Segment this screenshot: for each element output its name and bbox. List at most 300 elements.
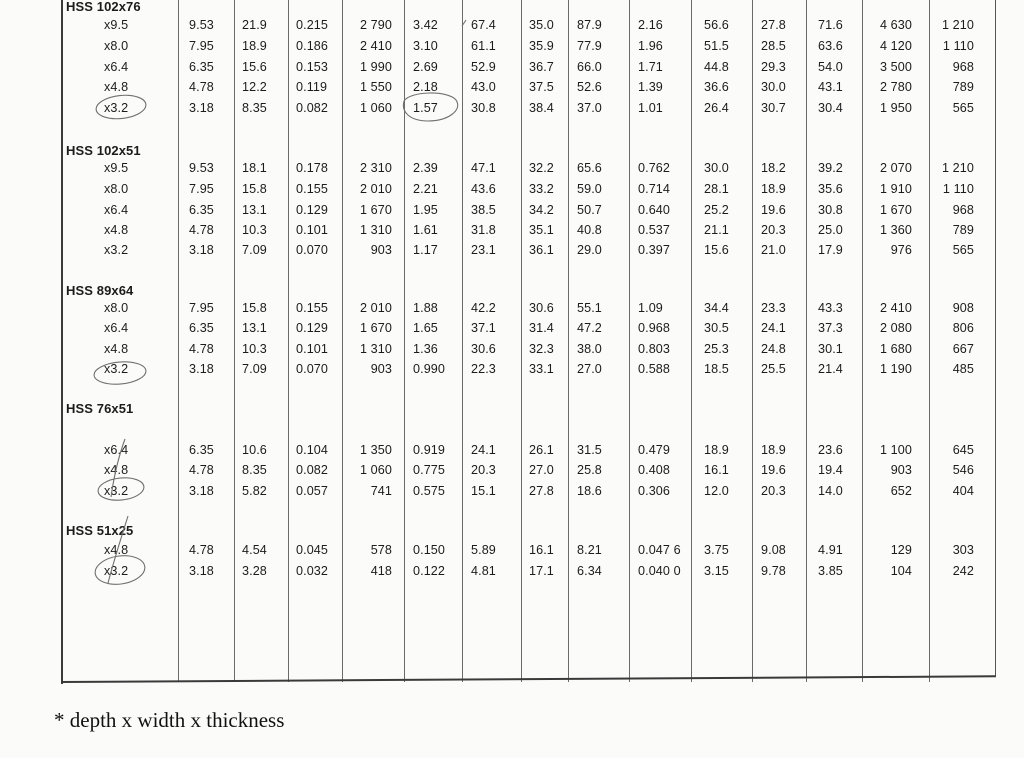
table-cell: 546 (952, 463, 974, 477)
table-cell: 13.1 (242, 321, 267, 335)
table-cell: 1 680 (879, 342, 912, 356)
table-cell: 18.5 (704, 362, 729, 376)
table-cell: 3.18 (189, 564, 214, 578)
column-rule (404, 0, 405, 682)
column-rule (568, 0, 569, 682)
row-label: x3.2 (104, 101, 129, 115)
table-cell: 28.5 (761, 39, 786, 53)
table-cell: 1.61 (413, 223, 438, 237)
table-cell: 418 (370, 564, 392, 578)
table-cell: 0.047 6 (638, 543, 681, 557)
table-cell: 1.01 (638, 101, 663, 115)
table-cell: 33.1 (529, 362, 554, 376)
group-heading: HSS 102x51 (66, 143, 141, 158)
table-cell: 0.178 (296, 161, 329, 175)
table-cell: 35.1 (529, 223, 554, 237)
table-cell: 0.762 (638, 161, 671, 175)
table-cell: 0.070 (296, 362, 329, 376)
table-cell: 13.1 (242, 203, 267, 217)
table-cell: 37.1 (471, 321, 496, 335)
table-cell: 16.1 (529, 543, 554, 557)
table-cell: 303 (952, 543, 974, 557)
table-cell: 47.1 (471, 161, 496, 175)
table-cell: 38.5 (471, 203, 496, 217)
table-cell: 6.35 (189, 203, 214, 217)
table-cell: 19.6 (761, 203, 786, 217)
table-cell: 1 670 (879, 203, 912, 217)
group-heading: HSS 102x76 (66, 0, 141, 14)
table-cell: 43.6 (471, 182, 496, 196)
table-cell: 1 670 (359, 203, 392, 217)
table-cell: 5.82 (242, 484, 267, 498)
table-cell: 15.1 (471, 484, 496, 498)
table-cell: 2.69 (413, 60, 438, 74)
table-cell: 33.2 (529, 182, 554, 196)
table-cell: 0.588 (638, 362, 671, 376)
table-cell: 21.0 (761, 243, 786, 257)
table-cell: 1 360 (879, 223, 912, 237)
table-cell: 0.082 (296, 101, 329, 115)
table-cell: 789 (952, 223, 974, 237)
table-cell: 47.2 (577, 321, 602, 335)
table-cell: 741 (370, 484, 392, 498)
table-cell: 43.1 (818, 80, 843, 94)
table-cell: 37.5 (529, 80, 554, 94)
table-cell: 1 350 (359, 443, 392, 457)
table-cell: 0.070 (296, 243, 329, 257)
table-cell: 903 (370, 243, 392, 257)
table-cell: 903 (370, 362, 392, 376)
table-cell: 1 310 (359, 223, 392, 237)
table-cell: 2 080 (879, 321, 912, 335)
table-cell: 24.8 (761, 342, 786, 356)
table-cell: 27.8 (529, 484, 554, 498)
table-cell: 485 (952, 362, 974, 376)
table-cell: 565 (952, 101, 974, 115)
table-cell: 32.2 (529, 161, 554, 175)
table-cell: 4.91 (818, 543, 843, 557)
table-cell: 4.78 (189, 223, 214, 237)
table-cell: 0.215 (296, 18, 329, 32)
table-cell: 0.990 (413, 362, 446, 376)
table-cell: 3.42 (413, 18, 438, 32)
table-cell: 4.78 (189, 342, 214, 356)
table-cell: 35.9 (529, 39, 554, 53)
table-cell: 30.0 (704, 161, 729, 175)
table-cell: 12.0 (704, 484, 729, 498)
table-cell: 242 (952, 564, 974, 578)
table-cell: 0.306 (638, 484, 671, 498)
column-rule (806, 0, 807, 682)
table-cell: 21.9 (242, 18, 267, 32)
table-cell: 25.5 (761, 362, 786, 376)
table-cell: 7.95 (189, 39, 214, 53)
table-cell: 3.18 (189, 101, 214, 115)
table-cell: 61.1 (471, 39, 496, 53)
table-cell: 23.1 (471, 243, 496, 257)
table-cell: 7.09 (242, 243, 267, 257)
table-cell: 2 790 (359, 18, 392, 32)
table-cell: 2 780 (879, 80, 912, 94)
table-cell: 1.65 (413, 321, 438, 335)
table-cell: 1.88 (413, 301, 438, 315)
table-cell: 19.6 (761, 463, 786, 477)
table-cell: 22.3 (471, 362, 496, 376)
group-heading: HSS 89x64 (66, 283, 134, 298)
table-cell: 18.2 (761, 161, 786, 175)
table-cell: 968 (952, 60, 974, 74)
table-cell: 5.89 (471, 543, 496, 557)
row-label: x8.0 (104, 39, 129, 53)
row-label: x6.4 (104, 203, 129, 217)
table-cell: 968 (952, 203, 974, 217)
table-cell: 18.6 (577, 484, 602, 498)
table-cell: 2.18 (413, 80, 438, 94)
table-border-left (61, 0, 63, 684)
table-cell: 24.1 (761, 321, 786, 335)
table-cell: 17.1 (529, 564, 554, 578)
table-cell: 27.8 (761, 18, 786, 32)
table-cell: 0.408 (638, 463, 671, 477)
table-cell: 25.0 (818, 223, 843, 237)
table-border-bottom (61, 675, 996, 682)
table-cell: 30.6 (529, 301, 554, 315)
table-cell: 0.537 (638, 223, 671, 237)
table-cell: 9.78 (761, 564, 786, 578)
table-cell: 10.3 (242, 223, 267, 237)
table-cell: 26.1 (529, 443, 554, 457)
table-cell: 2 410 (879, 301, 912, 315)
table-cell: 3.75 (704, 543, 729, 557)
column-rule (691, 0, 692, 682)
table-cell: 65.6 (577, 161, 602, 175)
table-cell: 652 (890, 484, 912, 498)
table-cell: 59.0 (577, 182, 602, 196)
table-cell: 17.9 (818, 243, 843, 257)
table-cell: 35.6 (818, 182, 843, 196)
table-cell: 20.3 (761, 223, 786, 237)
table-cell: 0.479 (638, 443, 671, 457)
table-cell: 71.6 (818, 18, 843, 32)
table-cell: 1 210 (941, 18, 974, 32)
table-cell: 1 950 (879, 101, 912, 115)
table-cell: 1 990 (359, 60, 392, 74)
table-cell: 43.3 (818, 301, 843, 315)
table-cell: 63.6 (818, 39, 843, 53)
table-cell: 0.122 (413, 564, 446, 578)
table-cell: 1 060 (359, 101, 392, 115)
table-cell: 34.2 (529, 203, 554, 217)
table-cell: 4 630 (879, 18, 912, 32)
row-label: x4.8 (104, 463, 129, 477)
table-cell: 8.21 (577, 543, 602, 557)
table-cell: 1 060 (359, 463, 392, 477)
table-cell: 67.4 (471, 18, 496, 32)
table-cell: 50.7 (577, 203, 602, 217)
table-cell: 23.3 (761, 301, 786, 315)
table-cell: 1 550 (359, 80, 392, 94)
table-cell: 0.040 0 (638, 564, 681, 578)
table-cell: 2.21 (413, 182, 438, 196)
table-cell: 903 (890, 463, 912, 477)
column-rule (342, 0, 343, 682)
table-cell: 0.104 (296, 443, 329, 457)
table-cell: 10.3 (242, 342, 267, 356)
table-cell: 0.032 (296, 564, 329, 578)
table-cell: 52.9 (471, 60, 496, 74)
table-cell: 18.1 (242, 161, 267, 175)
row-label: x8.0 (104, 301, 129, 315)
table-cell: 0.714 (638, 182, 671, 196)
table-cell: 32.3 (529, 342, 554, 356)
table-cell: 10.6 (242, 443, 267, 457)
table-cell: 0.101 (296, 342, 329, 356)
table-cell: 30.5 (704, 321, 729, 335)
table-cell: 1 670 (359, 321, 392, 335)
column-rule (288, 0, 289, 682)
table-cell: 2 410 (359, 39, 392, 53)
row-label: x6.4 (104, 60, 129, 74)
table-cell: 36.1 (529, 243, 554, 257)
column-rule (995, 0, 996, 676)
table-cell: 1.17 (413, 243, 438, 257)
table-cell: 30.1 (818, 342, 843, 356)
row-label: x3.2 (104, 362, 129, 376)
table-cell: 8.35 (242, 463, 267, 477)
table-cell: 1 910 (879, 182, 912, 196)
table-cell: 4.78 (189, 463, 214, 477)
column-rule (929, 0, 930, 682)
table-cell: 38.4 (529, 101, 554, 115)
table-cell: 0.150 (413, 543, 446, 557)
table-cell: 66.0 (577, 60, 602, 74)
table-cell: 0.803 (638, 342, 671, 356)
table-cell: 40.8 (577, 223, 602, 237)
table-cell: 0.919 (413, 443, 446, 457)
table-cell: 0.575 (413, 484, 446, 498)
row-label: x3.2 (104, 243, 129, 257)
table-cell: 0.155 (296, 301, 329, 315)
table-cell: 1 100 (879, 443, 912, 457)
table-cell: 1.57 (413, 101, 438, 115)
table-cell: 15.6 (704, 243, 729, 257)
table-cell: 1 210 (941, 161, 974, 175)
table-cell: 645 (952, 443, 974, 457)
row-label: x8.0 (104, 182, 129, 196)
table-cell: 30.8 (818, 203, 843, 217)
table-cell: 908 (952, 301, 974, 315)
table-cell: 0.155 (296, 182, 329, 196)
table-cell: 19.4 (818, 463, 843, 477)
table-cell: 3.18 (189, 362, 214, 376)
table-cell: 30.0 (761, 80, 786, 94)
table-cell: 31.4 (529, 321, 554, 335)
table-cell: 1.96 (638, 39, 663, 53)
table-cell: 3.85 (818, 564, 843, 578)
table-cell: 9.53 (189, 161, 214, 175)
table-cell: 0.101 (296, 223, 329, 237)
row-label: x4.8 (104, 223, 129, 237)
column-rule (752, 0, 753, 682)
table-cell: 578 (370, 543, 392, 557)
column-rule (178, 0, 179, 682)
table-cell: 34.4 (704, 301, 729, 315)
row-label: x4.8 (104, 342, 129, 356)
table-cell: 0.640 (638, 203, 671, 217)
table-cell: 3.10 (413, 39, 438, 53)
table-cell: 0.186 (296, 39, 329, 53)
table-cell: 6.35 (189, 321, 214, 335)
table-cell: 3.28 (242, 564, 267, 578)
footnote: * depth x width x thickness (54, 708, 285, 732)
table-cell: 0.968 (638, 321, 671, 335)
table-cell: 30.4 (818, 101, 843, 115)
table-cell: 2.39 (413, 161, 438, 175)
table-cell: 29.3 (761, 60, 786, 74)
table-cell: 26.4 (704, 101, 729, 115)
table-cell: 30.7 (761, 101, 786, 115)
table-cell: 18.9 (761, 182, 786, 196)
table-cell: 104 (890, 564, 912, 578)
row-label: x9.5 (104, 161, 129, 175)
table-cell: 23.6 (818, 443, 843, 457)
table-cell: 18.9 (242, 39, 267, 53)
row-label: x4.8 (104, 543, 129, 557)
table-cell: 39.2 (818, 161, 843, 175)
row-label: x3.2 (104, 484, 129, 498)
table-cell: 1 310 (359, 342, 392, 356)
table-cell: 21.4 (818, 362, 843, 376)
table-cell: 667 (952, 342, 974, 356)
table-cell: 0.397 (638, 243, 671, 257)
table-cell: 43.0 (471, 80, 496, 94)
row-label: x6.4 (104, 443, 129, 457)
table-cell: 87.9 (577, 18, 602, 32)
table-cell: 18.9 (761, 443, 786, 457)
table-cell: 0.129 (296, 321, 329, 335)
table-cell: 27.0 (577, 362, 602, 376)
table-cell: 4.78 (189, 80, 214, 94)
table-cell: 0.045 (296, 543, 329, 557)
table-cell: 20.3 (471, 463, 496, 477)
table-cell: 806 (952, 321, 974, 335)
table-cell: 4 120 (879, 39, 912, 53)
table-cell: 1.95 (413, 203, 438, 217)
table-cell: 25.2 (704, 203, 729, 217)
table-cell: 0.129 (296, 203, 329, 217)
table-cell: 38.0 (577, 342, 602, 356)
table-cell: 12.2 (242, 80, 267, 94)
table-cell: 6.35 (189, 60, 214, 74)
table-cell: 1 110 (942, 182, 974, 196)
table-cell: 4.78 (189, 543, 214, 557)
table-cell: 27.0 (529, 463, 554, 477)
table-cell: 3.15 (704, 564, 729, 578)
table-cell: 21.1 (704, 223, 729, 237)
table-cell: 8.35 (242, 101, 267, 115)
table-cell: 7.95 (189, 301, 214, 315)
table-cell: 15.6 (242, 60, 267, 74)
table-cell: 4.81 (471, 564, 496, 578)
table-cell: 20.3 (761, 484, 786, 498)
table-cell: 29.0 (577, 243, 602, 257)
table-cell: 4.54 (242, 543, 267, 557)
table-cell: 37.3 (818, 321, 843, 335)
table-cell: 789 (952, 80, 974, 94)
table-cell: 129 (890, 543, 912, 557)
table-cell: 1.71 (638, 60, 663, 74)
table-cell: 37.0 (577, 101, 602, 115)
group-heading: HSS 76x51 (66, 401, 134, 416)
table-cell: 1 110 (942, 39, 974, 53)
table-cell: 24.1 (471, 443, 496, 457)
table-cell: 56.6 (704, 18, 729, 32)
table-cell: 25.8 (577, 463, 602, 477)
table-cell: 28.1 (704, 182, 729, 196)
table-cell: 6.35 (189, 443, 214, 457)
table-cell: 404 (952, 484, 974, 498)
table-cell: 0.153 (296, 60, 329, 74)
table-cell: 2 070 (879, 161, 912, 175)
table-cell: 1 190 (879, 362, 912, 376)
table-cell: 565 (952, 243, 974, 257)
table-cell: 1.36 (413, 342, 438, 356)
table-cell: 44.8 (704, 60, 729, 74)
table-cell: 2 010 (359, 182, 392, 196)
table-cell: 16.1 (704, 463, 729, 477)
table-cell: 0.057 (296, 484, 329, 498)
table-cell: 9.53 (189, 18, 214, 32)
table-cell: 31.8 (471, 223, 496, 237)
table-cell: 7.95 (189, 182, 214, 196)
table-cell: 30.8 (471, 101, 496, 115)
table-cell: 52.6 (577, 80, 602, 94)
column-rule (521, 0, 522, 682)
group-heading: HSS 51x25 (66, 523, 134, 538)
table-cell: 7.09 (242, 362, 267, 376)
table-cell: 77.9 (577, 39, 602, 53)
table-cell: 15.8 (242, 301, 267, 315)
table-cell: 30.6 (471, 342, 496, 356)
table-cell: 55.1 (577, 301, 602, 315)
row-label: x3.2 (104, 564, 129, 578)
table-cell: 6.34 (577, 564, 602, 578)
table-cell: 18.9 (704, 443, 729, 457)
table-cell: 31.5 (577, 443, 602, 457)
column-rule (234, 0, 235, 682)
table-cell: 3.18 (189, 243, 214, 257)
column-rule (629, 0, 630, 682)
table-cell: 976 (890, 243, 912, 257)
table-cell: 36.6 (704, 80, 729, 94)
table-cell: 35.0 (529, 18, 554, 32)
table-cell: 51.5 (704, 39, 729, 53)
table-cell: 0.082 (296, 463, 329, 477)
table-cell: 2 310 (359, 161, 392, 175)
table-cell: 0.775 (413, 463, 446, 477)
table-cell: 3.18 (189, 484, 214, 498)
table-cell: 15.8 (242, 182, 267, 196)
table-cell: 2.16 (638, 18, 663, 32)
table-cell: 36.7 (529, 60, 554, 74)
row-label: x4.8 (104, 80, 129, 94)
table-cell: 14.0 (818, 484, 843, 498)
table-cell: 2 010 (359, 301, 392, 315)
table-cell: 3 500 (879, 60, 912, 74)
table-cell: 1.39 (638, 80, 663, 94)
row-label: x9.5 (104, 18, 129, 32)
column-rule (462, 0, 463, 682)
